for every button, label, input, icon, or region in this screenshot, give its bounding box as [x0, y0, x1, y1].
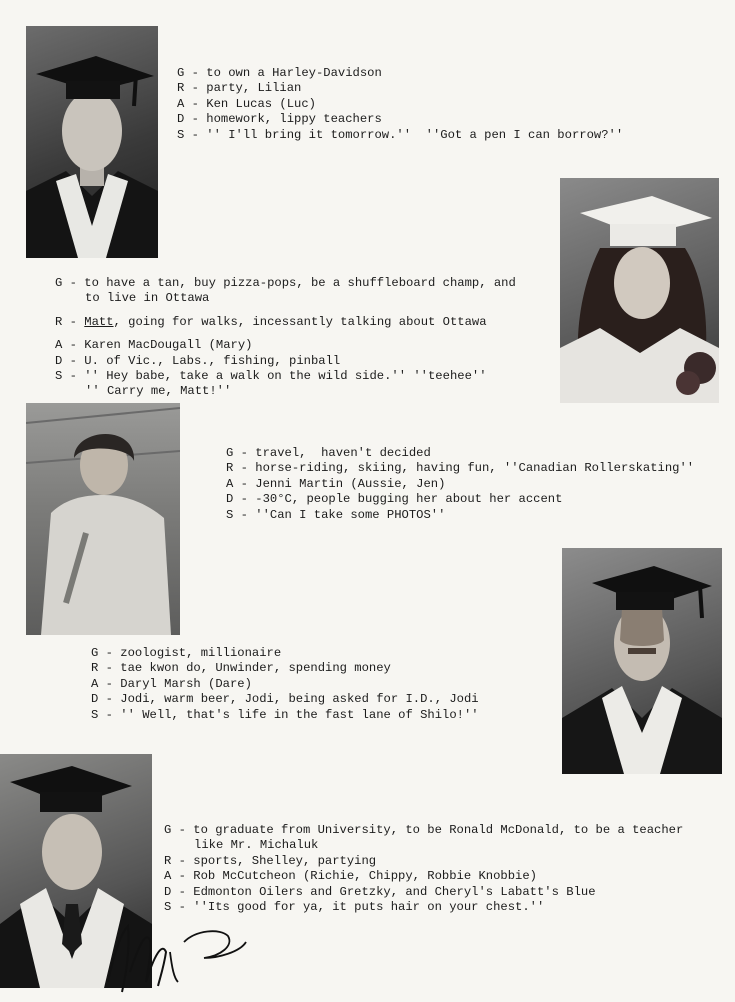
entry-5-goal: G - to graduate from University, to be Ronald McDonald, to be a teacher — [164, 823, 684, 837]
entry-2-alias: A - Karen MacDougall (Mary) — [55, 338, 253, 353]
entry-3 — [226, 446, 694, 523]
entry-2 — [55, 276, 516, 400]
entry-3-goal: G - travel, haven't decided — [226, 446, 431, 460]
entry-1-alias: A - Ken Lucas (Luc) — [177, 96, 316, 111]
entry-5-alias: A - Rob McCutcheon (Richie, Chippy, Robbie Knobbie) — [164, 869, 537, 884]
entry-4-dislikes: D - Jodi, warm beer, Jodi, being asked for I.D., Jodi — [91, 692, 479, 707]
entry-2-saying: S - '' Hey babe, take a walk on the wild side.'' ''teehee'' — [55, 369, 487, 384]
entry-4-recreation: R - tae kwon do, Unwinder, spending money — [91, 661, 391, 676]
entry-4 — [91, 646, 479, 723]
entry-4-alias: A - Daryl Marsh (Dare) — [91, 676, 252, 691]
entry-4-saying: S - '' Well, that's life in the fast lane of Shilo!'' — [91, 707, 479, 722]
entry-3-saying: S - ''Can I take some PHOTOS'' — [226, 507, 446, 522]
entry-1-recreation: R - party, Lilian — [177, 81, 302, 96]
entry-2-recreation-rest: , going for walks, incessantly talking about Ottawa — [113, 314, 487, 329]
handwritten-signature — [100, 912, 250, 998]
entry-2-goal-continued: to live in Ottawa — [85, 291, 210, 306]
entry-3-recreation: R - horse-riding, skiing, having fun, ''Canadian Rollerskating'' — [226, 461, 695, 476]
entry-1-dislikes: D - homework, lippy teachers — [177, 112, 382, 127]
entry-3-dislikes: D - -30°C, people bugging her about her accent — [226, 492, 563, 507]
entry-1-goal: G - to own a Harley-Davidson — [177, 66, 382, 80]
entry-2-recreation-prefix: R - — [55, 314, 85, 329]
entry-5 — [164, 823, 683, 915]
graduate-photo-4 — [562, 548, 722, 774]
entry-5-dislikes: D - Edmonton Oilers and Gretzky, and Cheryl's Labatt's Blue — [164, 884, 596, 899]
graduate-photo-3 — [26, 403, 180, 635]
entry-4-goal: G - zoologist, millionaire — [91, 646, 282, 660]
entry-2-goal: G - to have a tan, buy pizza-pops, be a shuffleboard champ, and — [55, 276, 516, 290]
entry-2-saying-continued: '' Carry me, Matt!'' — [85, 384, 232, 399]
graduate-photo-1 — [26, 26, 158, 258]
entry-2-recreation-underlined: Matt — [84, 314, 114, 329]
entry-5-recreation: R - sports, Shelley, partying — [164, 853, 377, 868]
entry-1-saying: S - '' I'll bring it tomorrow.'' ''Got a pen I can borrow?'' — [177, 127, 624, 142]
entry-1 — [177, 66, 623, 143]
entry-5-saying: S - ''Its good for ya, it puts hair on your chest.'' — [164, 900, 545, 915]
entry-2-recreation — [55, 315, 516, 330]
graduate-photo-2 — [560, 178, 719, 403]
entry-5-goal-continued: like Mr. Michaluk — [194, 838, 319, 853]
entry-3-alias: A - Jenni Martin (Aussie, Jen) — [226, 476, 446, 491]
entry-2-dislikes: D - U. of Vic., Labs., fishing, pinball — [55, 353, 341, 368]
